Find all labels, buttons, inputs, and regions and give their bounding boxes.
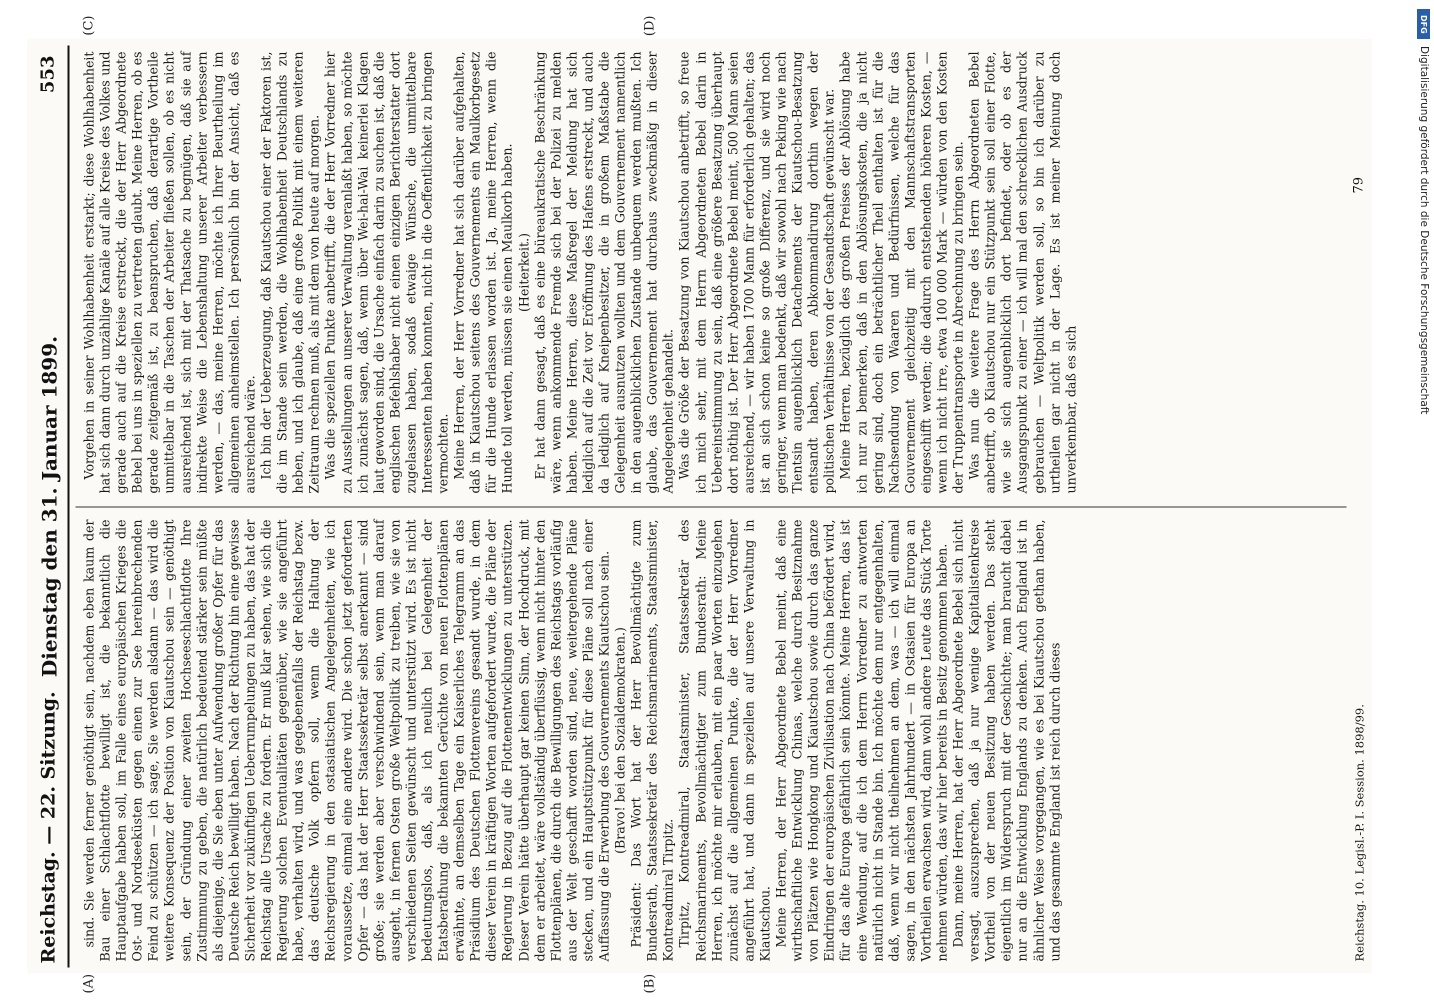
right-column — [81, 51, 1079, 493]
paragraph: Tirpitz, Kontreadmiral, Staatsminister, Staatssekretär des Reichsmarineamts, Bevollmächtigter zum Bundesrath: Meine Herren, ich möchte mir erlauben, mit ein paar Worten einzugehen zunächst auf die allgemeinen Punkte, die der Herr Vorredner angeführt hat, und dann in speziellen auf unsere Verwaltung in Kiautschou. — [676, 519, 772, 961]
laughter-note: (Heiterkeit.) — [515, 232, 531, 312]
left-column — [81, 519, 1063, 961]
page-number: 553 — [37, 55, 58, 93]
paragraph: Ich bin der Ueberzeugung, daß Kiautschou einer der Faktoren ist, die im Stande sein werden, die Wohlhabenheit Deutschlands zu heben, und ich glaube, daß eine große Politik mit einem weiteren Zeitraum rechnen muß, als mit dem von heute auf morgen. — [258, 51, 322, 493]
page-content — [27, 15, 1372, 993]
applause-note: (Bravo! bei den Sozialdemokraten.) — [612, 626, 628, 854]
dfg-logo: DFG — [1417, 9, 1430, 39]
margin-marker-b: (B) — [642, 973, 657, 993]
paragraph: Meine Herren, der Herr Abgeordnete Bebel meint, daß eine wirthschaftliche Entwicklung Chinas, welche durch Besitznahme von Plätzen wie Hongkong und Kiautschou sowie durch das ganze Eindringen der europäischen Zivilisation nach China befördert wird, für das alte Europa gefährlich sein könnte. Meine Herren, das ist eine Wendung, auf die ich dem Herrn Vorredner zu antworten natürlich nicht in Stande bin. Ich möchte dem nur entgegenhalten, daß, wenn wir nicht theilnehmen an dem, was — ich will einmal sagen, in den nächsten Jahrhundert — in Ostasien für Europa an Vortheilen erwachsen wird, dann wohl andere Leute das Stück Torte nehmen würden, das wir hier bereits in Besitz genommen haben. — [773, 519, 949, 961]
margin-marker-a: (A) — [81, 973, 96, 993]
paragraph: Präsident: Das Wort hat der Herr Bevollmächtigte zum Bundesrath, Staatssekretär des Reichsmarineamts, Staatsminister, Kontreadmiral Tirpitz. — [628, 519, 676, 961]
running-head-left: Reichstag. — 22. Sitzung. — [37, 690, 59, 963]
header-rule — [67, 45, 69, 967]
scanned-page — [27, 15, 1372, 993]
paragraph: Vorgehen in seiner Wohlhabenheit erstarkt; diese Wohlhabenheit hat sich dann durch unzählige Kanäle auf alle Kreise des Volkes und gerade auch auf die Kreise erstreckt, die der Herr Abgeordnete Bebel bei uns in speziellen zu vertreten glaubt. Meine Herren, ob es gerade zeitgemäß ist, zu beanspruchen, daß derartige Vortheile unmittelbar in die Taschen der Arbeiter fließen sollen, ob es nicht ausreichend ist, sich mit der Thatsache zu begnügen, daß sie auf indirekte Weise die Lebenshaltung unserer Arbeiter verbessern werden, — das, meine Herren, möchte ich Ihrer Beurtheilung im allgemeinen anheimstellen. Ich persönlich bin der Ansicht, daß es ausreichend wäre. — [81, 51, 257, 493]
paragraph: sind. Sie werden ferner genöthigt sein, nachdem eben kaum der Bau einer Schlachtflotte bewilligt ist, die bekanntlich die Hauptaufgabe haben soll, im Falle eines europäischen Krieges die Ost- und Nordseeküsten gegen einen zur See hereinbrechenden Feind zu schützen — ich sage, Sie werden alsdann — das wird die weitere Konsequenz der Position von Kiautschou sein — genöthigt sein, der Gründung einer zweiten Hochseeschlachtflotte Ihre Zustimmung zu geben, die natürlich bedeutend stärker sein müßte als diejenige, die Sie eben unter Aufwendung großer Opfer für das Deutsche Reich bewilligt haben. Nach der Richtung hin eine gewisse Sicherheit vor zukünftigen Ueberrumpelungen zu haben, das hat der Reichstag alle Ursache zu fordern. Er muß klar sehen, wie sich die Regierung solchen Eventualitäten gegenüber, wie sie angeführt habe, verhalten wird, und was gegebenenfalls der Reichstag bezw. das deutsche Volk opfern soll, wenn die Haltung der Reichsregierung in den ostasiatischen Angelegenheiten, wie ich voraussetze, einmal eine andere wird. Die schon jetzt geforderten Opfer — das hat der Herr Staatssekretär selbst anerkannt — sind große; sie werden aber verschwindend sein, wenn man darauf ausgeht, in fernen Osten große Weltpolitik zu treiben, wie sie von verschiedenen Seiten gewünscht und unterstützt wird. Es ist nicht bedeutungslos, daß, als ich neulich bei Gelegenheit der Etatsberathung die bekannten Gerüchte von neuen Flottenplänen erwähnte, an demselben Tage ein Kaiserliches Telegramm an das Präsidium des Deutschen Flottenvereins gesandt wurde, in dem dieser Verein in kräftigen Worten aufgefordert wurde, die Pläne der Regierung in Bezug auf die Flottenentwicklungen zu unterstützen. Dieser Verein hätte überhaupt gar keinen Sinn, der Hochdruck, mit dem er arbeitet, wäre vollständig überflüssig, wenn nicht hinter den Flottenplänen, die durch die Bewilligungen des Reichstags vorläufig aus der Welt geschafft worden sind, neue, weitergehende Pläne stecken, und ein Hauptstützpunkt für diese Pläne soll nach einer Auffassung die Erwerbung des Gouvernements Kiautschou sein. — [81, 519, 611, 961]
footer-signature-number: 79 — [1351, 176, 1366, 193]
paragraph: Was die speziellen Punkte anbetrifft, die der Herr Vorredner hier zu Ausstellungen an unserer Verwaltung veranlaßt haben, so möchte ich zunächst sagen, daß, wenn über Wei-hai-Wai keinerlei Klagen laut geworden sind, die Ursache einfach darin zu suchen ist, daß die englischen Befehlshaber nicht einen einzigen Berichterstatter dort zugelassen haben, sodaß etwaige Wünsche, die unmittelbare Interessenten haben konnten, nicht in die Oeffentlichkeit zu bringen vermochten. — [322, 51, 451, 493]
footer-session-note: Reichstag. 10. Legisl.-P. I. Session. 1898/99. — [1352, 703, 1366, 961]
margin-marker-d: (D) — [642, 15, 657, 36]
paragraph: Meine Herren, bezüglich des großen Preises der Ablösung habe ich nur zu bemerken, daß in den Ablösungskosten, die ja nicht gering sind, doch ein beträchtlicher Theil enthalten ist für die Nachsendung von Waaren und Bedürfnissen, welche für das Gouvernement gleichzeitig mit den Mannschaftstransporten eingeschifft werden; die dadurch entstehenden höheren Kosten, — wenn ich nicht irre, etwa 100 000 Mark — würden von den Kosten der Truppentransporte in Abrechnung zu bringen sein. — [837, 51, 966, 493]
paragraph: Dann, meine Herren, hat der Herr Abgeordnete Bebel sich nicht versagt, auszusprechen, daß ja nur wenige Kapitalistenkreise Vortheil von der neuen Besitzung haben werden. Das steht eigentlich im Widerspruch mit der Geschichte; man braucht dabei nur an die Entwicklung Englands zu denken. Auch England ist in ähnlicher Weise vorgegangen, wie es bei Kiautschou gethan haben, und das gesammte England ist reich durch dieses — [950, 519, 1062, 961]
paragraph: Meine Herren, der Herr Vorredner hat sich darüber aufgehalten, daß in Kiautschou seitens des Gouvernements ein Maulkorbgesetz für die Hunde erlassen worden ist. Ja, meine Herren, wenn die Hunde toll werden, müssen sie einen Maulkorb haben. — [451, 51, 515, 493]
paragraph: Er hat dann gesagt, daß es eine büreaukratische Beschränkung wäre, wenn ankommende Fremde sich bei der Polizei zu melden haben. Meine Herren, diese Maßregel der Meldung hat sich lediglich auf die Zeit vor Eröffnung des Hafens erstreckt, und auch da lediglich auf Kneipenbesitzer, die in großem Maßstabe die Gelegenheit ausnutzen wollten und dem Gouvernement namentlich in den augenblicklichen Zustande unbequem werden mußten. Ich glaube, das Gouvernement hat durchaus zweckmäßig in dieser Angelegenheit gehandelt. — [531, 51, 676, 493]
running-head-date: Dienstag den 31. Januar 1899. — [37, 335, 61, 677]
margin-marker-c: (C) — [81, 15, 96, 36]
paragraph: Was nun die weitere Frage des Herrn Abgeordneten Bebel anbetrifft, ob Kiautschou nur ein Stützpunkt sein soll einer Flotte, wie sie sich augenblicklich dort befindet, oder ob es der Ausgangspunkt zu einer — ich will mal den schrecklichen Ausdruck gebrauchen — Weltpolitik werden soll, so bin ich darüber zu urtheilen gar nicht in der Lage. Es ist meiner Meinung doch unverkennbar, daß es sich — [966, 51, 1078, 493]
paragraph: Was die Größe der Besatzung von Kiautschou anbetrifft, so freue ich mich sehr, mit dem Herrn Abgeordneten Bebel darin in Uebereinstimmung zu sein, daß eine größere Besatzung überhaupt dort nöthig ist. Der Herr Abgeordnete Bebel meint, 500 Mann seien ausreichend, — wir haben 1700 Mann für erforderlich gehalten; das ist an sich schon keine so große Differenz, und sie wird noch geringer, wenn man bedenkt, daß wir sowohl nach Peking wie nach Tientsin augenblicklich Detachements der Kiautschou-Besatzung entsandt haben, deren Abkommandirung dorthin wegen der politischen Verhältnisse von der Gesandtschaft gewünscht war. — [676, 51, 837, 493]
dfg-funding-note: Digitalisierung gefördert durch die Deutsche Forschungsgemeinschaft — [1418, 46, 1430, 415]
column-divider — [75, 506, 1346, 507]
